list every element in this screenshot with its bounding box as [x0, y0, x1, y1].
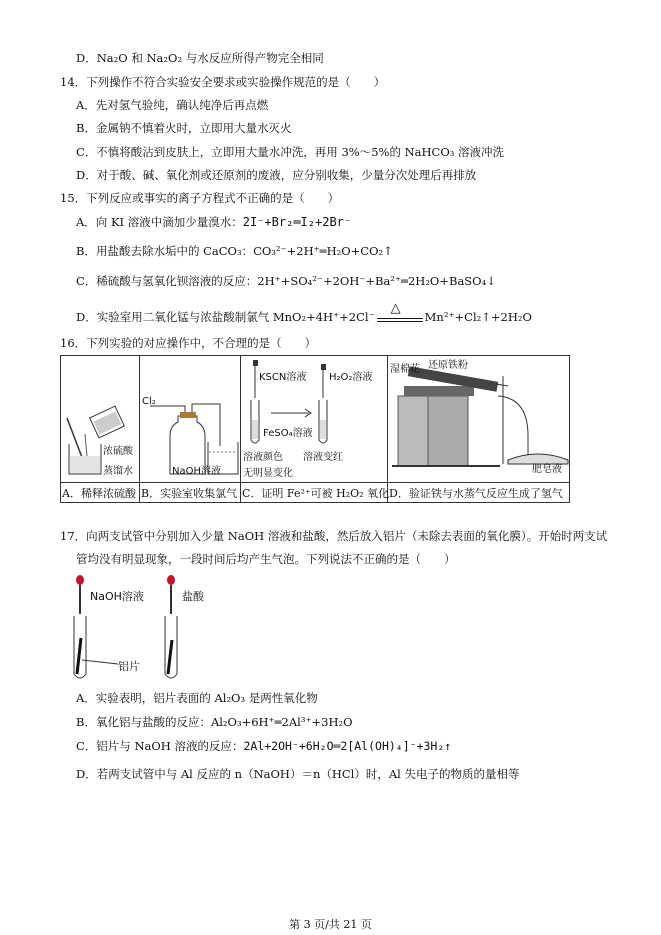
- caption-a: A．稀释浓硫酸: [62, 487, 136, 500]
- q14-option-a: A．先对氢气验纯，确认纯净后再点燃: [76, 98, 269, 112]
- panel-b-figure: [140, 356, 241, 483]
- caption-c-cell: [241, 483, 388, 503]
- q17-option-c-text: C．铝片与 NaOH 溶液的反应：: [76, 739, 244, 753]
- q15-option-a: [76, 214, 351, 230]
- page-footer: 第 3 页/共 21 页: [289, 918, 372, 931]
- q17-stem-line2: 管均没有明显现象，一段时间后均产生气泡。下列说法不正确的是（ ）: [76, 552, 456, 566]
- panel-a-figure: [61, 356, 140, 483]
- q14-stem: 14．下列操作不符合实验安全要求或实验操作规范的是（ ）: [60, 75, 386, 89]
- q17-option-c-equation: 2Al+2OH⁻+6H₂O═2[Al(OH)₄]⁻+3H₂↑: [243, 739, 452, 753]
- q15-option-b: B．用盐酸去除水垢中的 CaCO₃：CO₃²⁻+2H⁺═H₂O+CO₂↑: [76, 244, 393, 258]
- q15-option-a-text: A．向 KI 溶液中滴加少量溴水：: [76, 215, 243, 229]
- caption-c: C．证明 Fe²⁺可被 H₂O₂ 氧化: [242, 487, 390, 500]
- q17-figure: [60, 570, 240, 682]
- caption-d-cell: [388, 483, 570, 503]
- heat-triangle-icon: △: [390, 301, 401, 316]
- q15-option-c: C．稀硫酸与氢氧化钡溶液的反应：2H⁺+SO₄²⁻+2OH⁻+Ba²⁺═2H₂O+BaSO₄↓: [76, 274, 496, 288]
- q15-option-d-right: Mn²⁺+Cl₂↑+2H₂O: [424, 310, 532, 324]
- caption-d: D．验证铁与水蒸气反应生成了氢气: [389, 487, 563, 500]
- q16-stem: 16．下列实验的对应操作中，不合理的是（ ）: [60, 336, 317, 350]
- label-naoh-solution: NaOH溶液: [172, 466, 221, 477]
- label-kscn: KSCN溶液: [259, 372, 307, 383]
- test-tubes-diagram: [60, 570, 240, 682]
- caption-a-cell: [61, 483, 140, 503]
- label-cl2: Cl₂: [142, 396, 156, 407]
- label-h2o2: H₂O₂溶液: [329, 372, 373, 383]
- label-soap-solution: 肥皂液: [532, 464, 562, 475]
- q17-stem-line1: 17．向两支试管中分别加入少量 NaOH 溶液和盐酸，然后放入铝片（未除去表面的氧化膜）。开始时两支试: [60, 529, 608, 543]
- q16-experiment-table: [60, 355, 570, 503]
- q14-option-d: D．对于酸、碱、氧化剂或还原剂的废液，应分别收集，少量分次处理后再排放: [76, 168, 477, 182]
- caption-b: B．实验室收集氯气: [141, 487, 238, 500]
- q15-option-d: [76, 301, 532, 325]
- q17-option-a: A．实验表明，铝片表面的 Al₂O₃ 是两性氧化物: [76, 691, 318, 705]
- label-aluminum-foil: 铝片: [118, 660, 140, 673]
- double-line-top: [377, 318, 423, 319]
- q15-option-d-left: D．实验室用二氧化锰与浓盐酸制氯气 MnO₂+4H⁺+2Cl⁻: [76, 310, 375, 324]
- label-naoh: NaOH溶液: [90, 590, 144, 603]
- label-solution-color: 溶液颜色: [243, 452, 283, 463]
- q17-option-c: [76, 738, 451, 754]
- label-hydrochloric-acid: 盐酸: [182, 590, 204, 603]
- label-wet-cotton: 湿棉花: [390, 364, 420, 375]
- label-no-change: 无明显变化: [243, 468, 293, 479]
- panel-d-figure: [388, 356, 570, 483]
- q13-option-d: D．Na₂O 和 Na₂O₂ 与水反应所得产物完全相同: [76, 51, 324, 65]
- label-distilled-water: 蒸馏水: [103, 466, 133, 477]
- panel-c-figure: [241, 356, 388, 483]
- q17-option-d: D．若两支试管中与 Al 反应的 n（NaOH）＝n（HCl）时，Al 失电子的物质的量相等: [76, 767, 520, 781]
- q15-option-a-equation: 2I⁻+Br₂═I₂+2Br⁻: [242, 215, 352, 229]
- q14-option-c: C．不慎将酸沾到皮肤上，立即用大量水冲洗，再用 3%～5%的 NaHCO₃ 溶液冲洗: [76, 145, 505, 159]
- caption-b-cell: [140, 483, 241, 503]
- dropper-bulb-right: [167, 575, 175, 585]
- reaction-condition-arrow: [375, 301, 425, 325]
- q15-stem: 15．下列反应或事实的离子方程式不正确的是（ ）: [60, 191, 340, 205]
- label-conc-sulfuric: 浓硫酸: [103, 446, 133, 457]
- label-feso4: FeSO₄溶液: [263, 428, 313, 439]
- q14-option-b: B．金属钠不慎着火时，立即用大量水灭火: [76, 121, 292, 135]
- q17-option-b: B．氧化铝与盐酸的反应：Al₂O₃+6H⁺═2Al³⁺+3H₂O: [76, 715, 353, 729]
- double-line-bottom: [377, 321, 423, 322]
- dropper-bulb-left: [76, 575, 84, 585]
- label-reduced-iron: 还原铁粉: [428, 360, 468, 371]
- label-turns-red: 溶液变红: [303, 452, 343, 463]
